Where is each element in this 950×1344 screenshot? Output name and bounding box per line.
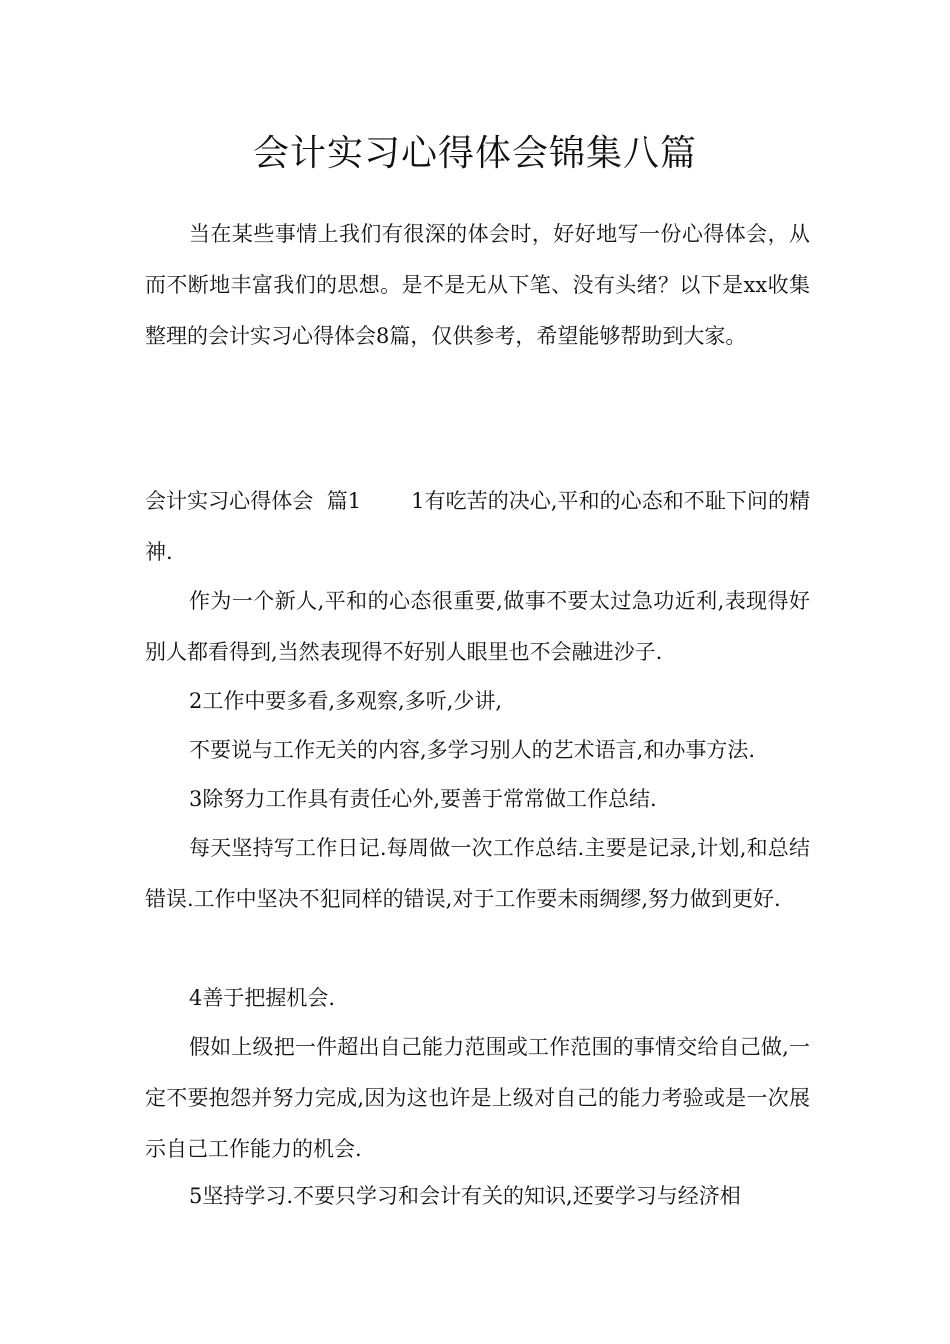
paragraph-6: 4善于把握机会. <box>189 986 336 1010</box>
paragraph-1: 作为一个新人,平和的心态很重要,做事不要太过急功近利,表现得好别人都看得到,当然表现得不好别人眼里也不会融进沙子. <box>145 589 810 664</box>
document-title: 会计实习心得体会锦集八篇 <box>252 133 697 174</box>
paragraph-4: 3除努力工作具有责任心外,要善于常常做工作总结. <box>189 787 657 811</box>
intro-paragraph: 当在某些事情上我们有很深的体会时，好好地写一份心得体会，从而不断地丰富我们的思想。是不是无从下笔、没有头绪？以下是xx收集整理的会计实习心得体会8篇，仅供参考，希望能够帮助到大家。 <box>145 222 810 348</box>
section-1-first-point: 1有吃苦的决心,平和的心态和不耻下问的精神. <box>145 489 810 564</box>
section-1-paragraph <box>145 476 810 578</box>
paragraph-2: 2工作中要多看,多观察,多听,少讲, <box>189 689 503 713</box>
paragraph-7: 假如上级把一件超出自己能力范围或工作范围的事情交给自己做,一定不要抱怨并努力完成,因为这也许是上级对自己的能力考验或是一次展示自己工作能力的机会. <box>145 1035 810 1161</box>
paragraph-8: 5坚持学习.不要只学习和会计有关的知识,还要学习与经济相 <box>189 1184 741 1208</box>
section-1-heading: 会计实习心得体会 篇1 <box>145 489 362 513</box>
paragraph-5: 每天坚持写工作日记.每周做一次工作总结.主要是记录,计划,和总结错误.工作中坚决不犯同样的错误,对于工作要未雨绸缪,努力做到更好. <box>145 836 810 911</box>
paragraph-3: 不要说与工作无关的内容,多学习别人的艺术语言,和办事方法. <box>189 738 756 762</box>
